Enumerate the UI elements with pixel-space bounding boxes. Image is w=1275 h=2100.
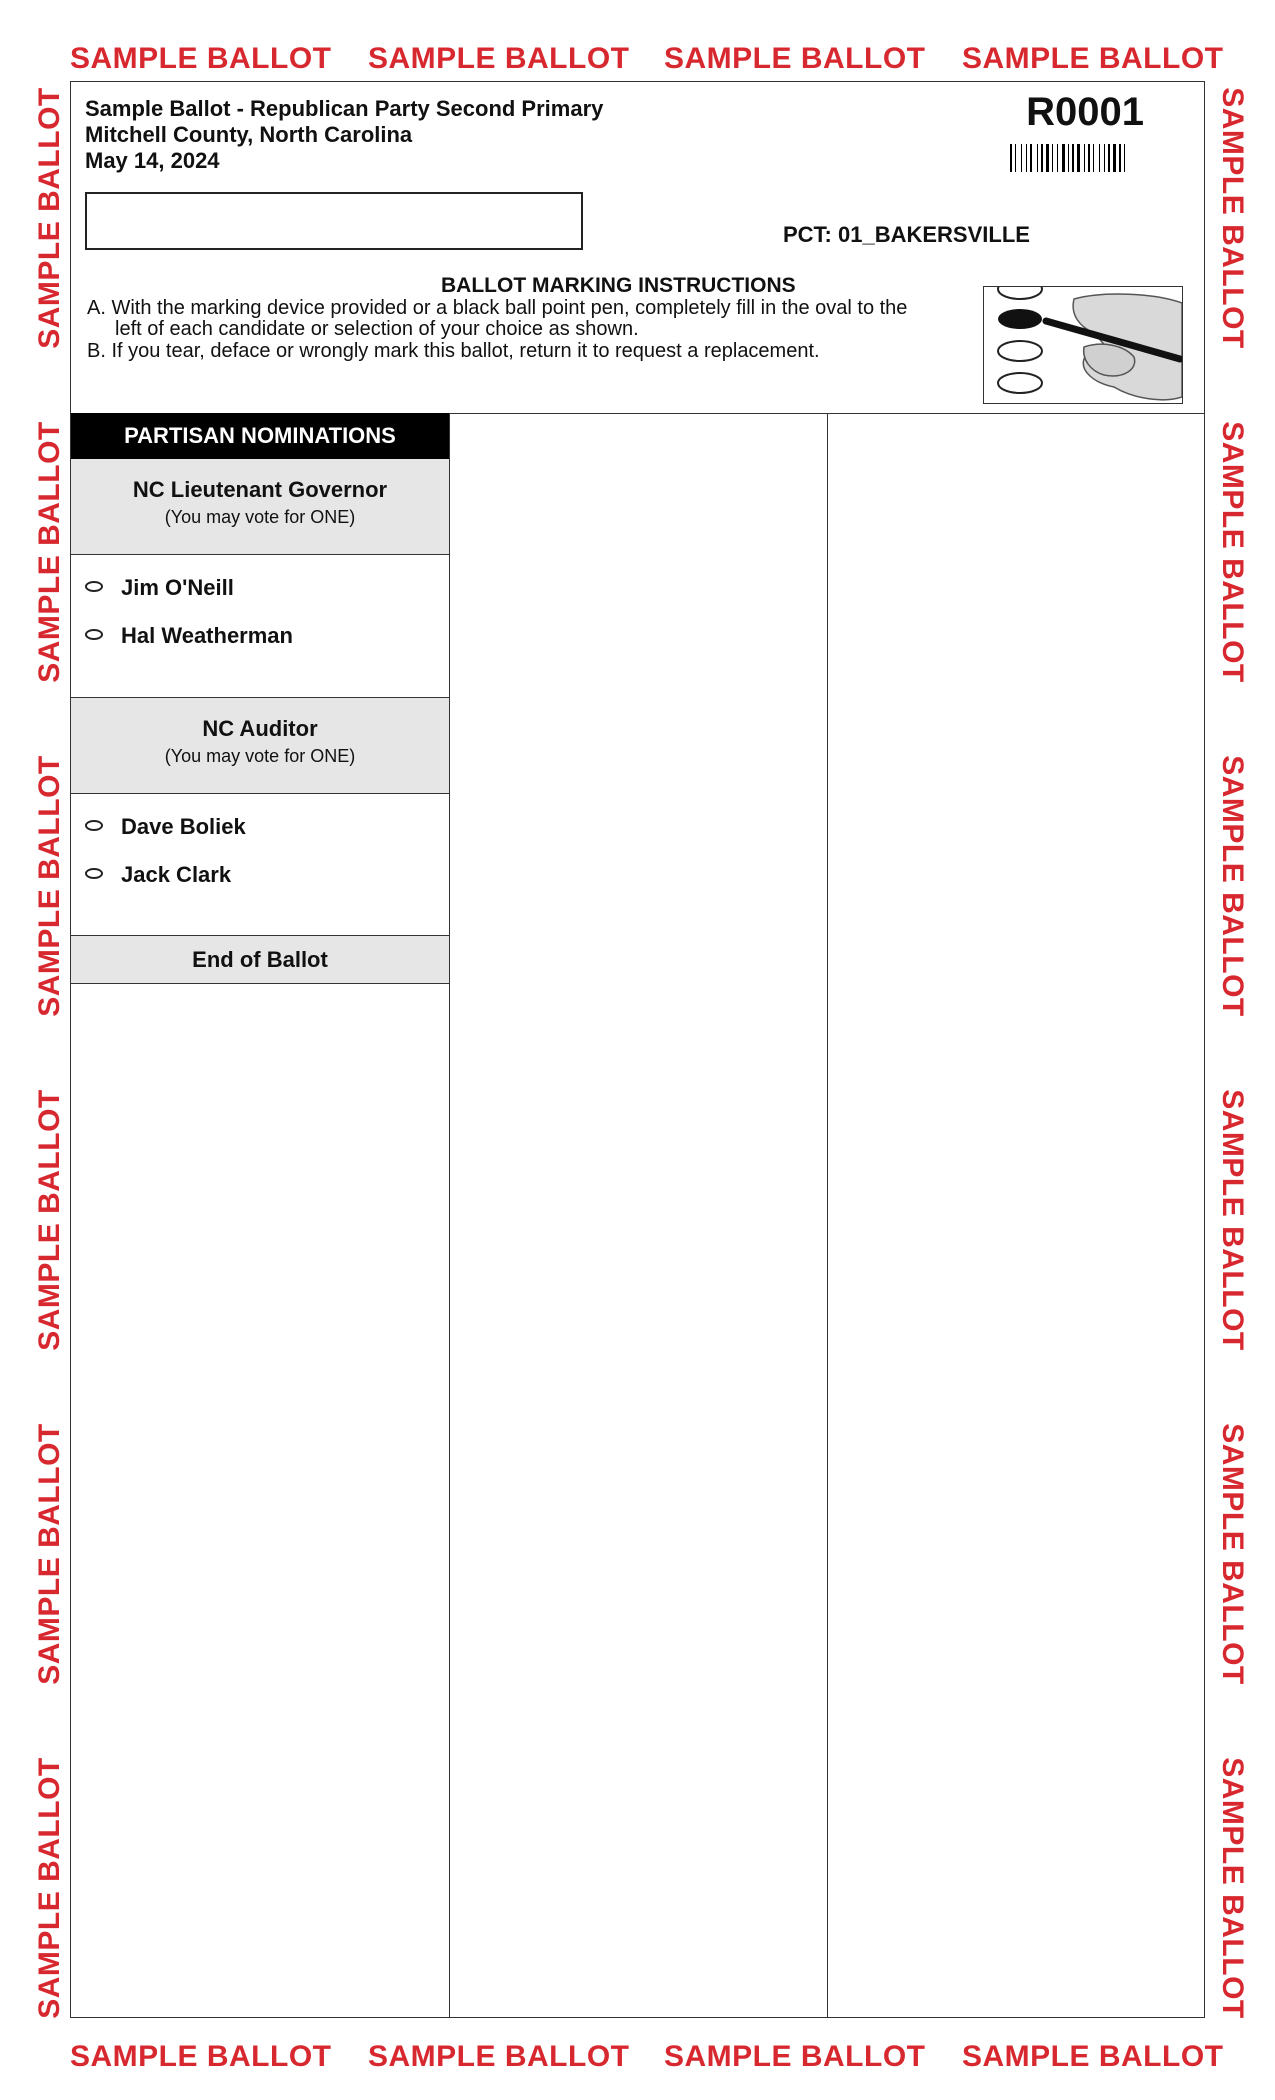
contest-header-auditor	[71, 698, 449, 794]
watermark-left-1: SAMPLE BALLOT	[33, 87, 66, 349]
end-of-ballot: End of Ballot	[71, 936, 449, 984]
contest-body-lt-governor	[71, 555, 449, 698]
ballot-column-2	[450, 413, 828, 2017]
watermark-bottom-4: SAMPLE BALLOT	[962, 2040, 1224, 2073]
watermark-left-4: SAMPLE BALLOT	[33, 1089, 66, 1351]
marking-example-icon	[983, 286, 1183, 404]
watermark-bottom-3: SAMPLE BALLOT	[664, 2040, 926, 2073]
vote-oval-icon[interactable]	[85, 629, 103, 640]
candidate-name: Jim O'Neill	[121, 575, 234, 600]
precinct-label: PCT: 01_BAKERSVILLE	[783, 222, 1030, 247]
watermark-right-1: SAMPLE BALLOT	[1216, 87, 1249, 349]
watermark-bottom-1: SAMPLE BALLOT	[70, 2040, 332, 2073]
watermark-right-3: SAMPLE BALLOT	[1216, 755, 1249, 1017]
instruction-b: B. If you tear, deface or wrongly mark this ballot, return it to request a replacement.	[87, 340, 820, 362]
contest-title: NC Lieutenant Governor	[132, 477, 388, 502]
candidate-option[interactable]	[71, 613, 449, 661]
watermark-right-2: SAMPLE BALLOT	[1216, 421, 1249, 683]
watermark-bottom-2: SAMPLE BALLOT	[368, 2040, 630, 2073]
county-name: Mitchell County, North Carolina	[85, 122, 413, 147]
watermark-right-4: SAMPLE BALLOT	[1216, 1089, 1249, 1351]
watermark-top-3: SAMPLE BALLOT	[664, 42, 926, 75]
ballot-frame	[70, 81, 1205, 2018]
watermark-left-3: SAMPLE BALLOT	[33, 755, 66, 1017]
contest-title: NC Auditor	[202, 716, 318, 741]
contest-header-lt-governor	[71, 459, 449, 555]
candidate-name: Hal Weatherman	[121, 623, 293, 648]
ballot-style-id: R0001	[1026, 90, 1144, 134]
section-header: PARTISAN NOMINATIONS	[71, 413, 449, 459]
candidate-name: Dave Boliek	[121, 814, 246, 839]
candidate-option[interactable]	[71, 852, 449, 900]
vote-oval-icon[interactable]	[85, 820, 103, 831]
contest-instruction: (You may vote for ONE)	[164, 746, 356, 766]
watermark-right-6: SAMPLE BALLOT	[1216, 1757, 1249, 2019]
ballot-column-1	[71, 413, 450, 2017]
blank-box	[85, 192, 583, 250]
ballot-title: Sample Ballot - Republican Party Second Primary	[85, 96, 604, 121]
watermark-left-5: SAMPLE BALLOT	[33, 1423, 66, 1685]
ballot-column-3	[828, 413, 1204, 2017]
instructions-title: BALLOT MARKING INSTRUCTIONS	[441, 274, 796, 297]
watermark-left-6: SAMPLE BALLOT	[33, 1757, 66, 2019]
election-date: May 14, 2024	[85, 148, 220, 173]
watermark-top-1: SAMPLE BALLOT	[70, 42, 332, 75]
candidate-option[interactable]	[71, 565, 449, 613]
watermark-top-2: SAMPLE BALLOT	[368, 42, 630, 75]
contest-instruction: (You may vote for ONE)	[164, 507, 356, 527]
candidate-name: Jack Clark	[121, 862, 232, 887]
contest-body-auditor	[71, 794, 449, 936]
watermark-left-2: SAMPLE BALLOT	[33, 421, 66, 683]
vote-oval-icon[interactable]	[85, 581, 103, 592]
instruction-a-line1: A. With the marking device provided or a black ball point pen, completely fill in the oval to the	[87, 297, 908, 319]
watermark-top-4: SAMPLE BALLOT	[962, 42, 1224, 75]
candidate-option[interactable]	[71, 804, 449, 852]
barcode-icon	[1010, 144, 1162, 172]
watermark-right-5: SAMPLE BALLOT	[1216, 1423, 1249, 1685]
ballot-header	[71, 82, 1204, 414]
vote-oval-icon[interactable]	[85, 868, 103, 879]
instruction-a-line2: left of each candidate or selection of your choice as shown.	[115, 318, 639, 340]
